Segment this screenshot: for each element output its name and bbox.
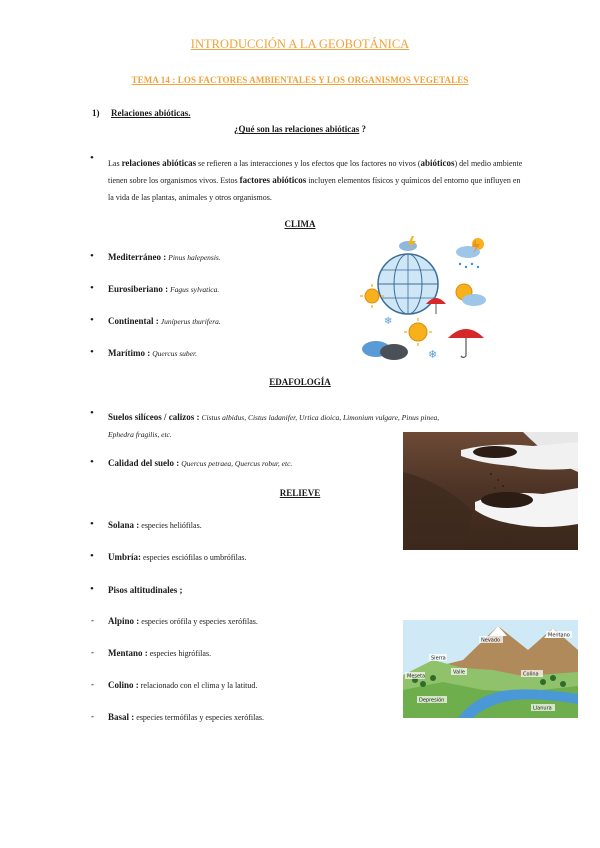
bullet-icon: • [90,456,94,468]
section-number: 1) [92,108,100,118]
edafologia-heading: EDAFOLOGÍA [269,377,331,387]
piso-label: Alpino : [108,616,140,626]
edafologia-item-label: Suelos silíceos / calizos : [108,412,200,422]
question-heading [0,124,600,134]
question-open-mark: ¿ [233,124,239,134]
question-text: Qué son las relaciones abióticas [238,124,360,134]
relieve-item [108,552,247,562]
svg-text:❄: ❄ [428,348,438,361]
piso-item [108,712,264,722]
clima-item-label: Mediterráneo : [108,252,167,262]
piso-item [108,648,211,658]
landscape-label: Nevado [481,637,501,644]
clima-heading: CLIMA [284,219,316,229]
intro-text: se refieren a las interacciones y los efectos que los factores no vivos ( [196,159,421,168]
relieve-item [108,585,183,595]
clima-item [108,316,221,326]
bullet-icon: • [90,550,94,562]
weather-globe-image [356,234,498,368]
landscape-label: Sierra [431,655,446,662]
edafologia-item-species: Cistus albidus, Cistus ladanifer, Urtica dioica, Limonium vulgare, Pinus pinea, [201,413,440,422]
piso-item [108,680,257,690]
clima-item [108,252,221,262]
landscape-label: Depresión [419,697,445,704]
piso-label: Basal : [108,712,135,722]
relieve-item-label: Pisos altitudinales ; [108,585,183,595]
relieve-item-text: especies heliófilas. [139,521,202,530]
landscape-label: Colina [523,671,539,678]
intro-text: ) del medio ambiente tienen sobre los organismos vivos. Estos [108,159,523,185]
relieve-item-label: Solana : [108,520,140,530]
section-title: Relaciones abióticas. [111,108,191,118]
relieve-item-text: especies esciófilas o umbrófilas. [141,553,247,562]
intro-paragraph [108,155,528,206]
dash-marker: - [91,615,94,625]
clima-item-species: Pinus halepensis. [168,253,221,262]
dash-marker: - [91,679,94,689]
clima-item-species: Quercus suber. [152,349,197,358]
bullet-icon: • [90,314,94,326]
clima-item-label: Continental : [108,316,159,326]
intro-bold: factores abióticos [239,175,307,185]
edafologia-item-label: Calidad del suelo : [108,458,180,468]
dash-marker: - [91,711,94,721]
intro-bold: abióticos [420,158,455,168]
clima-item-label: Eurosiberiano : [108,284,169,294]
bullet-icon: • [90,346,94,358]
bullet-icon: • [90,407,94,419]
landscape-label: Meseta [407,673,426,680]
bullet-icon: • [90,152,94,164]
intro-text: incluyen elementos físicos y químicos del entorno que influyen en la vida de las plantas, animales y otros organismos. [108,176,521,202]
clima-item-species: Juníperus thurifera. [160,317,221,326]
question-close-mark: ? [359,124,367,134]
intro-text: Las [108,159,122,168]
piso-text: especies orófila y especies xerófilas. [139,617,258,626]
piso-text: especies higrófilas. [147,649,212,658]
relieve-item [108,520,202,530]
piso-item [108,616,258,626]
bullet-icon: • [90,250,94,262]
piso-label: Mentano : [108,648,148,658]
edafologia-item [108,458,292,468]
landscape-label: Llanura [533,705,552,712]
page-title: INTRODUCCIÓN A LA GEOBOTÁNICA [190,37,410,51]
piso-label: Colino : [108,680,139,690]
bullet-icon: • [90,518,94,530]
edafologia-item-species: Ephedra fragilis, etc. [108,430,172,439]
intro-bold: relaciones abióticas [121,158,197,168]
edafologia-item-species: Quercus petraea, Quercus robur, etc. [181,459,293,468]
piso-text: especies termófilas y especies xerófilas. [134,713,264,722]
landscape-label: Mentano [548,632,570,639]
relief-landscape-image [403,620,578,718]
landscape-label: Valle [453,669,465,676]
relieve-item-label: Umbría: [108,552,141,562]
clima-item [108,348,197,358]
clima-item-species: Fagus sylvatica. [170,285,220,294]
relieve-heading: RELIEVE [279,488,321,498]
piso-text: relacionado con el clima y la latitud. [138,681,258,690]
bullet-icon: • [90,282,94,294]
clima-item [108,284,219,294]
dash-marker: - [91,647,94,657]
svg-text:❄: ❄ [384,316,393,327]
page-subtitle: TEMA 14 : LOS FACTORES AMBIENTALES Y LOS ORGANISMOS VEGETALES [131,75,469,85]
bullet-icon: • [90,583,94,595]
clima-item-label: Marítimo : [108,348,151,358]
